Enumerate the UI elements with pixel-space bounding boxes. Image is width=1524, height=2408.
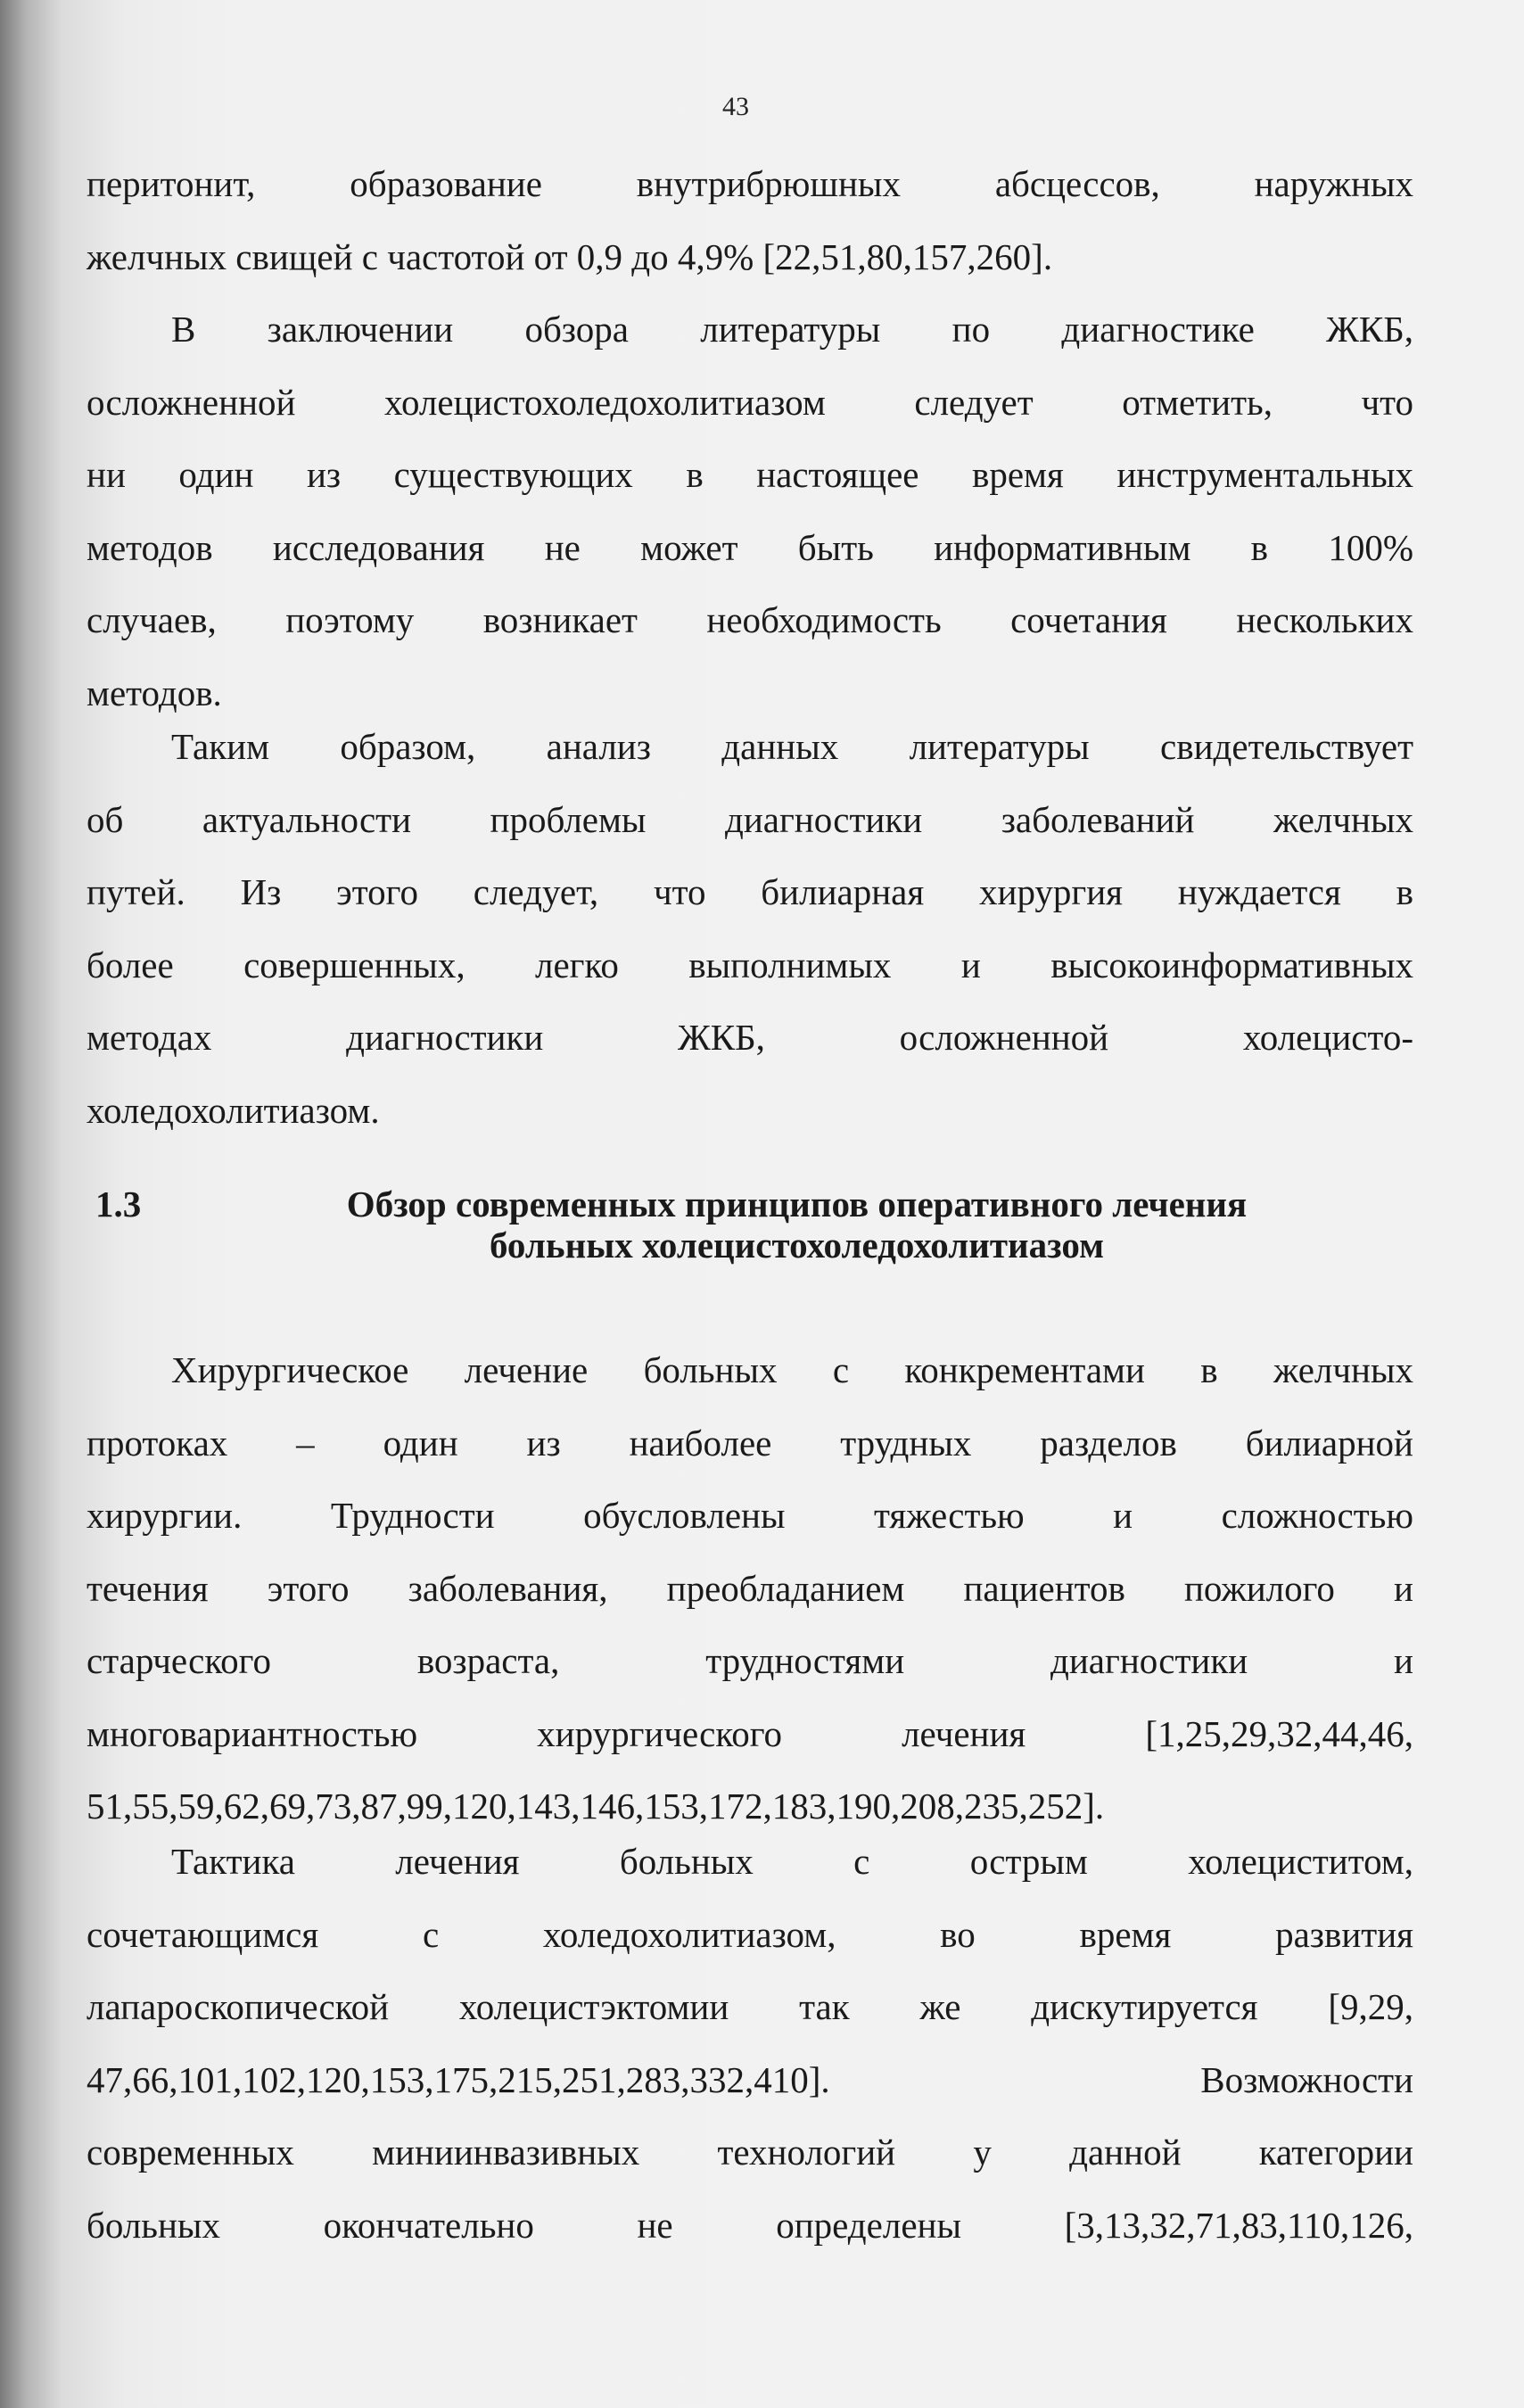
page-number: 43 <box>722 92 749 121</box>
text-line: случаев, поэтому возникает необходимость сочетания нескольких <box>86 599 1413 640</box>
text-line: хирургии. Трудности обусловлены тяжестью и сложностью <box>86 1495 1413 1536</box>
text-line: ни один из существующих в настоящее время инструментальных <box>86 454 1413 495</box>
text-line: методах диагностики ЖКБ, осложненной холецисто- <box>86 1017 1413 1058</box>
text-line: Таким образом, анализ данных литературы свидетельствует <box>171 726 1413 767</box>
paragraph-continuation <box>86 148 1413 293</box>
paragraph-tactics <box>86 1826 1413 2262</box>
paragraph-summary <box>86 711 1413 1147</box>
section-title-line: Обзор современных принципов оперативного лечения <box>346 1183 1248 1225</box>
section-number: 1.3 <box>95 1183 142 1225</box>
text-line: холедохолитиазом. <box>86 1089 380 1131</box>
text-line: 51,55,59,62,69,73,87,99,120,143,146,153,172,183,190,208,235,252]. <box>86 1785 1105 1827</box>
text-line: об актуальности проблемы диагностики заболеваний желчных <box>86 798 1413 840</box>
section-title-line: больных холецистохоледохолитиазом <box>489 1225 1105 1266</box>
text-line: Тактика лечения больных с острым холециститом, <box>171 1841 1413 1882</box>
text-line: протоках – один из наиболее трудных разделов билиарной <box>86 1422 1413 1464</box>
text-line: сочетающимся с холедохолитиазом, во время развития <box>86 1913 1413 1955</box>
text-line: более совершенных, легко выполнимых и высокоинформативных <box>86 944 1413 985</box>
paragraph-conclusion <box>86 293 1413 730</box>
section-title <box>95 1183 1413 1266</box>
text-line: течения этого заболевания, преобладанием пациентов пожилого и <box>86 1567 1413 1609</box>
text-line: старческого возраста, трудностями диагностики и <box>86 1640 1413 1681</box>
text-line: Хирургическое лечение больных с конкрементами в желчных <box>171 1349 1413 1390</box>
text-line: путей. Из этого следует, что билиарная хирургия нуждается в <box>86 871 1413 912</box>
text-line: В заключении обзора литературы по диагностике ЖКБ, <box>171 309 1413 350</box>
text-line: осложненной холецистохоледохолитиазом следует отметить, что <box>86 381 1413 423</box>
text-line: методов. <box>86 672 222 713</box>
text-line: больных окончательно не определены [3,13,32,71,83,110,126, <box>86 2204 1413 2246</box>
text-line: современных миниинвазивных технологий у данной категории <box>86 2132 1413 2173</box>
text-line: многовариантностью хирургического лечения [1,25,29,32,44,46, <box>86 1712 1413 1754</box>
text-line: желчных свищей с частотой от 0,9 до 4,9% [22,51,80,157,260]. <box>86 235 1053 277</box>
text-line: 47,66,101,102,120,153,175,215,251,283,332,410]. Возможности <box>86 2058 1413 2100</box>
text-line: лапароскопической холецистэктомии так же дискутируется [9,29, <box>86 1986 1413 2027</box>
text-line: методов исследования не может быть информативным в 100% <box>86 526 1413 568</box>
text-line: перитонит, образование внутрибрюшных абсцессов, наружных <box>86 163 1413 204</box>
paragraph-surgical-treatment <box>86 1334 1413 1843</box>
